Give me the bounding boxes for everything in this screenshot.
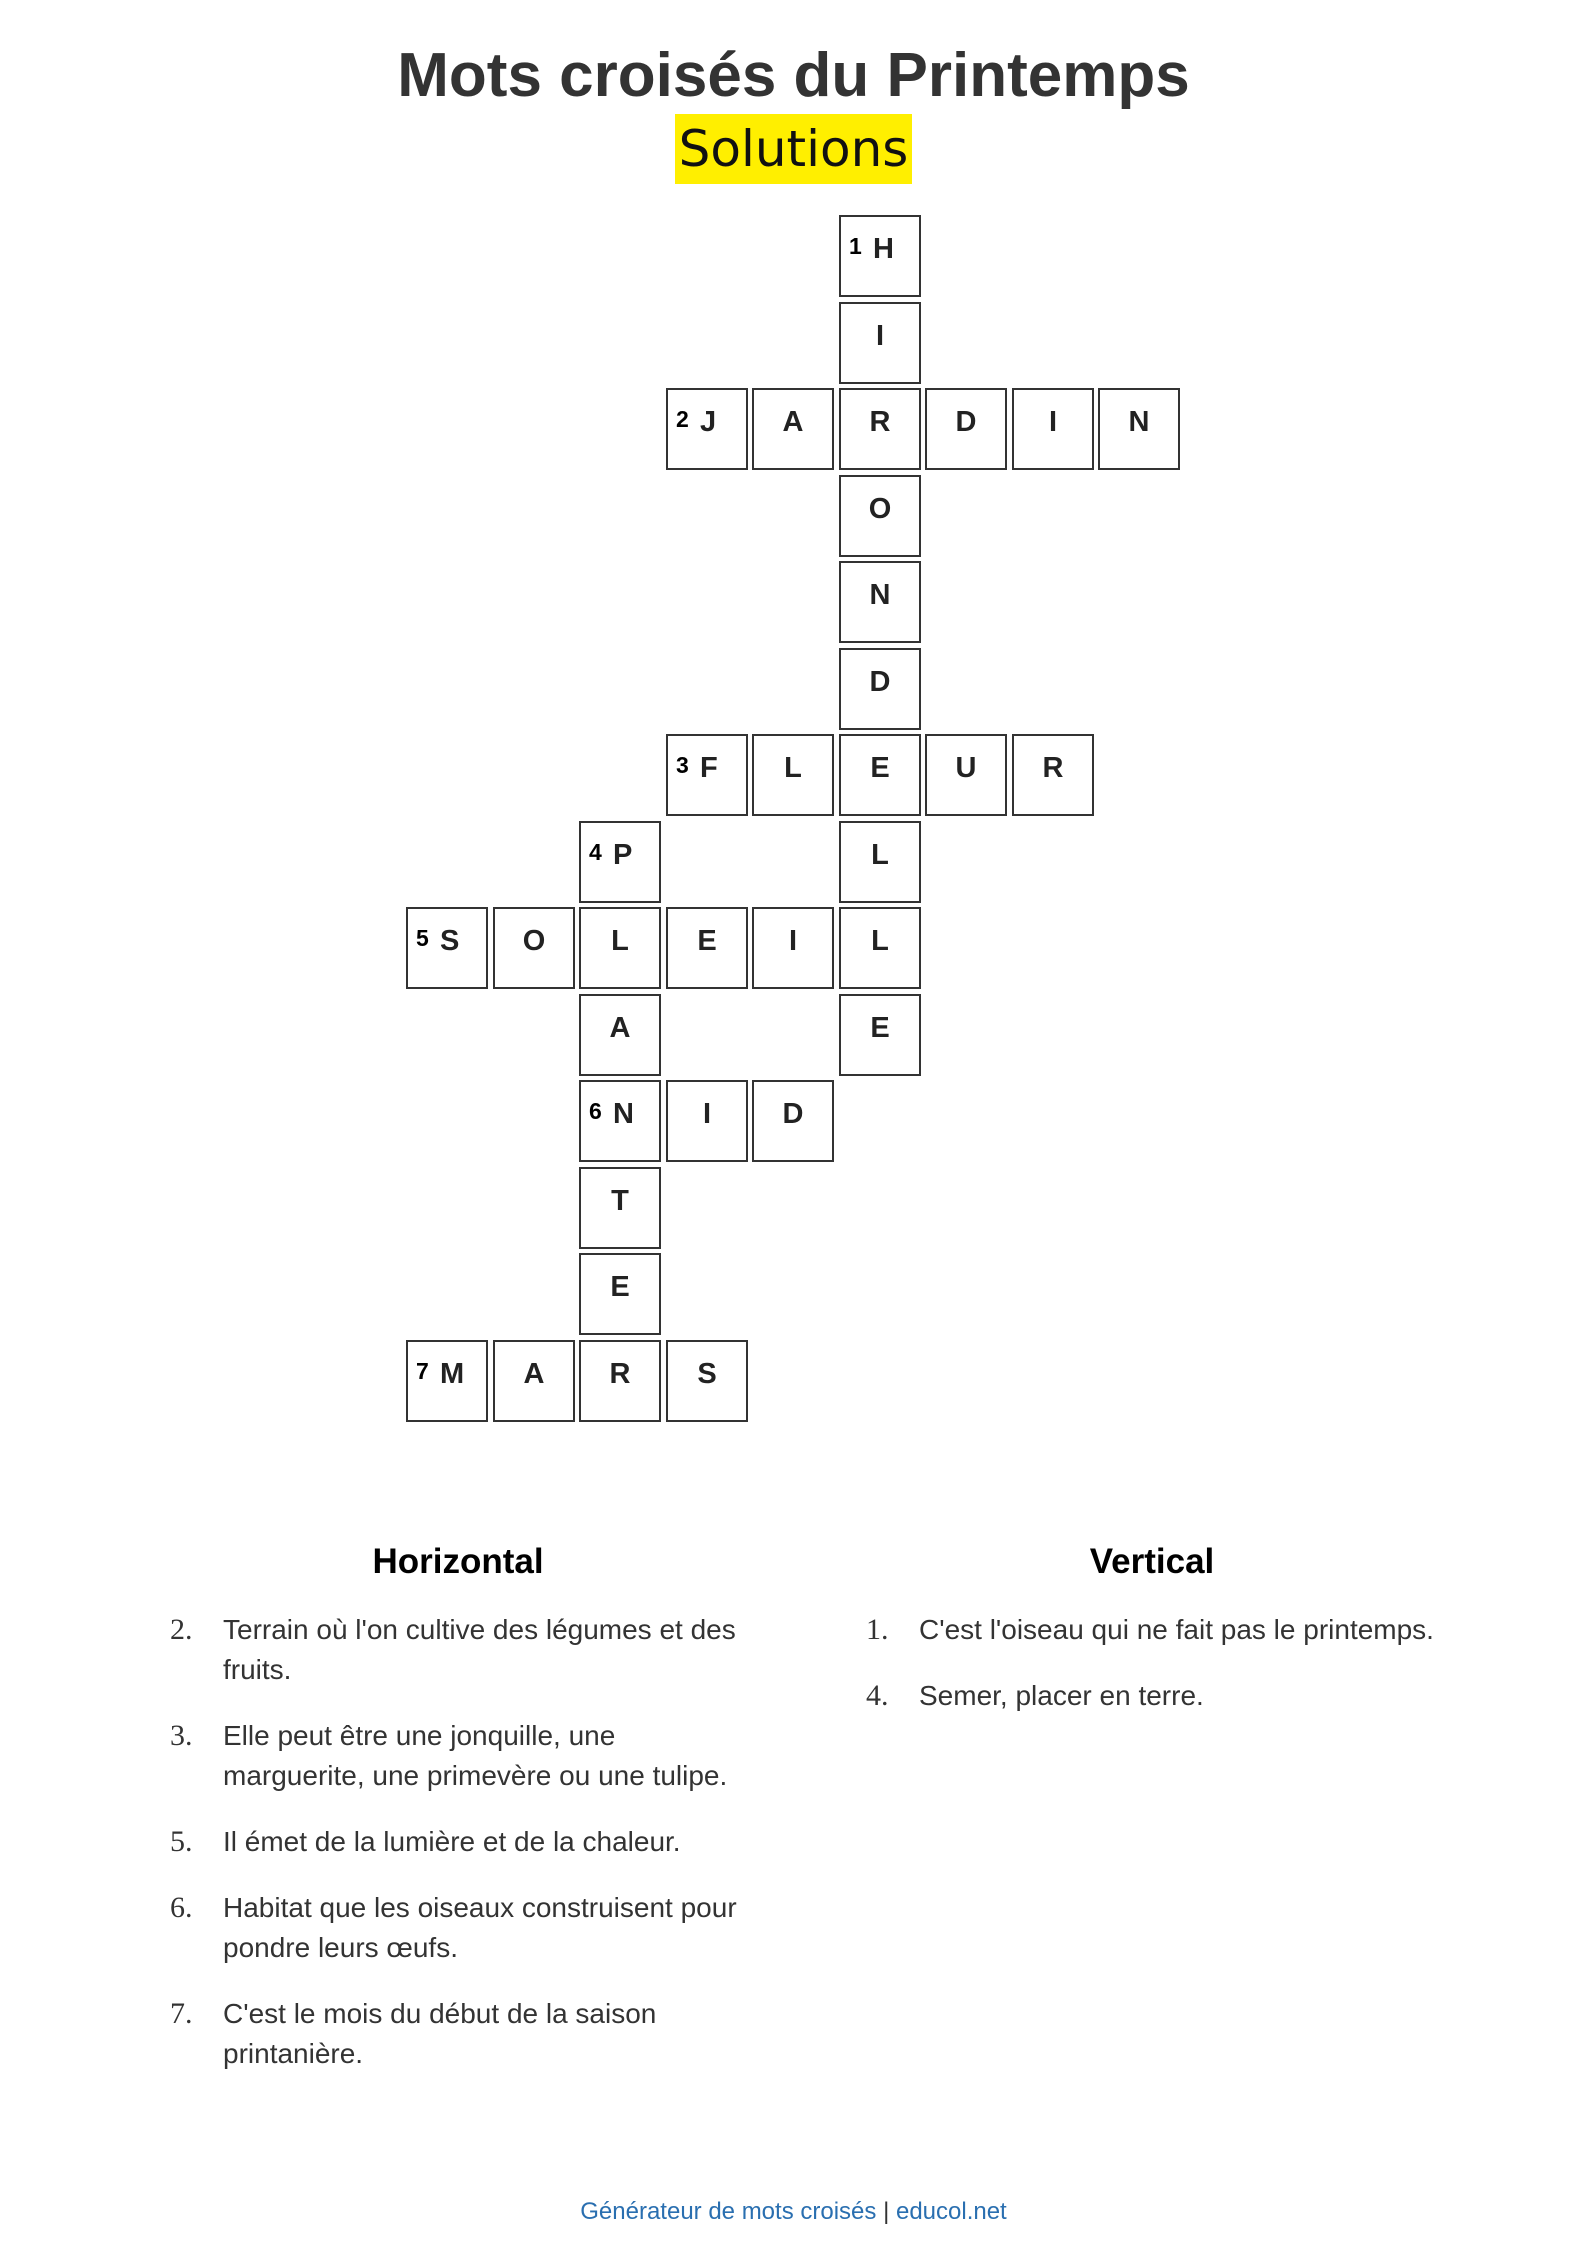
cell-letter: O bbox=[868, 493, 892, 525]
cell-letter: L bbox=[871, 925, 889, 957]
vertical-clue bbox=[866, 1610, 1436, 1650]
clue-number: 2 bbox=[676, 406, 689, 432]
cell-letter: E bbox=[870, 752, 890, 784]
cell-letter: A bbox=[609, 1012, 631, 1044]
cell-letter: I bbox=[875, 320, 885, 352]
clue-number: 3 bbox=[676, 752, 689, 778]
cell-letter: N bbox=[613, 1098, 634, 1130]
grid-cell bbox=[1098, 388, 1180, 470]
subtitle-solutions: Solutions bbox=[675, 114, 913, 184]
grid-cell bbox=[839, 302, 921, 384]
grid-cell bbox=[579, 1080, 661, 1162]
cell-letter: D bbox=[782, 1098, 804, 1130]
cell-letter: L bbox=[611, 925, 629, 957]
clue-index: 5. bbox=[170, 1825, 193, 1858]
grid-cell bbox=[839, 388, 921, 470]
grid-cell bbox=[493, 1340, 575, 1422]
grid-cell bbox=[666, 388, 748, 470]
horizontal-clue-list bbox=[170, 1610, 740, 2100]
grid-cell bbox=[493, 907, 575, 989]
site-link[interactable]: educol.net bbox=[895, 2198, 1007, 2225]
grid-cell bbox=[406, 1340, 488, 1422]
vertical-clue-list bbox=[866, 1610, 1436, 1742]
grid-cell bbox=[925, 734, 1007, 816]
horizontal-clue bbox=[170, 1716, 740, 1796]
clue-number: 7 bbox=[416, 1358, 429, 1384]
grid-cell bbox=[579, 994, 661, 1076]
clue-number: 6 bbox=[589, 1098, 602, 1124]
cell-letter: O bbox=[522, 925, 546, 957]
cell-letter: S bbox=[697, 1358, 717, 1390]
grid-cell bbox=[839, 734, 921, 816]
grid-cell bbox=[839, 215, 921, 297]
grid-cell bbox=[579, 1340, 661, 1422]
footer-separator: | bbox=[883, 2198, 890, 2225]
cell-letter: S bbox=[440, 925, 460, 957]
vertical-clue bbox=[866, 1676, 1436, 1716]
cell-letter: I bbox=[788, 925, 798, 957]
cell-letter: N bbox=[1128, 406, 1150, 438]
cell-letter: H bbox=[873, 233, 894, 265]
grid-cell bbox=[666, 1340, 748, 1422]
grid-cell bbox=[666, 734, 748, 816]
cell-letter: D bbox=[955, 406, 977, 438]
cell-letter: E bbox=[697, 925, 717, 957]
grid-cell bbox=[839, 561, 921, 643]
cell-letter: R bbox=[1042, 752, 1064, 784]
cell-letter: E bbox=[870, 1012, 890, 1044]
grid-cell bbox=[925, 388, 1007, 470]
cell-letter: R bbox=[869, 406, 891, 438]
cell-letter: A bbox=[782, 406, 804, 438]
grid-cell bbox=[666, 1080, 748, 1162]
cell-letter: M bbox=[440, 1358, 465, 1390]
subtitle-wrapper bbox=[0, 114, 1587, 184]
grid-cell bbox=[839, 994, 921, 1076]
clue-index: 1. bbox=[866, 1613, 889, 1646]
grid-cell bbox=[406, 907, 488, 989]
clue-text: Elle peut être une jonquille, une marguerite, une primevère ou une tulipe. bbox=[223, 1720, 728, 1791]
clue-index: 6. bbox=[170, 1891, 193, 1924]
generator-link[interactable]: Générateur de mots croisés bbox=[580, 2198, 877, 2225]
clue-text: Habitat que les oiseaux construisent pour pondre leurs œufs. bbox=[223, 1892, 737, 1963]
cell-letter: L bbox=[871, 839, 889, 871]
clue-index: 2. bbox=[170, 1613, 193, 1646]
grid-cell bbox=[1012, 388, 1094, 470]
grid-cell bbox=[579, 1167, 661, 1249]
horizontal-clue bbox=[170, 1822, 740, 1862]
grid-cell bbox=[579, 821, 661, 903]
clue-text: Il émet de la lumière et de la chaleur. bbox=[223, 1826, 681, 1857]
footer bbox=[0, 2198, 1587, 2226]
clue-index: 7. bbox=[170, 1997, 193, 2030]
clue-number: 1 bbox=[849, 233, 862, 259]
cell-letter: N bbox=[869, 579, 891, 611]
clue-index: 3. bbox=[170, 1719, 193, 1752]
grid-cell bbox=[1012, 734, 1094, 816]
cell-letter: F bbox=[700, 752, 718, 784]
grid-cell bbox=[752, 734, 834, 816]
horizontal-clue bbox=[170, 1610, 740, 1690]
clue-text: C'est le mois du début de la saison printanière. bbox=[223, 1998, 657, 2069]
vertical-heading: Vertical bbox=[1089, 1542, 1215, 1581]
horizontal-clue bbox=[170, 1888, 740, 1968]
grid-cell bbox=[839, 821, 921, 903]
cell-letter: U bbox=[955, 752, 977, 784]
horizontal-clue bbox=[170, 1994, 740, 2074]
page-title: Mots croisés du Printemps bbox=[397, 41, 1190, 110]
clue-text: Semer, placer en terre. bbox=[919, 1680, 1204, 1711]
grid-cell bbox=[752, 388, 834, 470]
cell-letter: R bbox=[609, 1358, 631, 1390]
grid-cell bbox=[579, 907, 661, 989]
clue-index: 4. bbox=[866, 1679, 889, 1712]
clue-number: 5 bbox=[416, 925, 429, 951]
grid-cell bbox=[752, 907, 834, 989]
cell-letter: T bbox=[611, 1185, 629, 1217]
cell-letter: L bbox=[784, 752, 802, 784]
grid-cell bbox=[752, 1080, 834, 1162]
clue-text: Terrain où l'on cultive des légumes et des fruits. bbox=[223, 1614, 736, 1685]
horizontal-heading: Horizontal bbox=[372, 1542, 544, 1581]
grid-cell bbox=[579, 1253, 661, 1335]
cell-letter: E bbox=[610, 1271, 630, 1303]
clue-text: C'est l'oiseau qui ne fait pas le printemps. bbox=[919, 1614, 1434, 1645]
cell-letter: J bbox=[700, 406, 717, 438]
cell-letter: A bbox=[523, 1358, 545, 1390]
cell-letter: I bbox=[702, 1098, 712, 1130]
grid-cell bbox=[839, 475, 921, 557]
clue-number: 4 bbox=[589, 839, 602, 865]
grid-cell bbox=[839, 907, 921, 989]
cell-letter: I bbox=[1048, 406, 1058, 438]
cell-letter: P bbox=[613, 839, 633, 871]
grid-cell bbox=[839, 648, 921, 730]
grid-cell bbox=[666, 907, 748, 989]
cell-letter: D bbox=[869, 666, 891, 698]
